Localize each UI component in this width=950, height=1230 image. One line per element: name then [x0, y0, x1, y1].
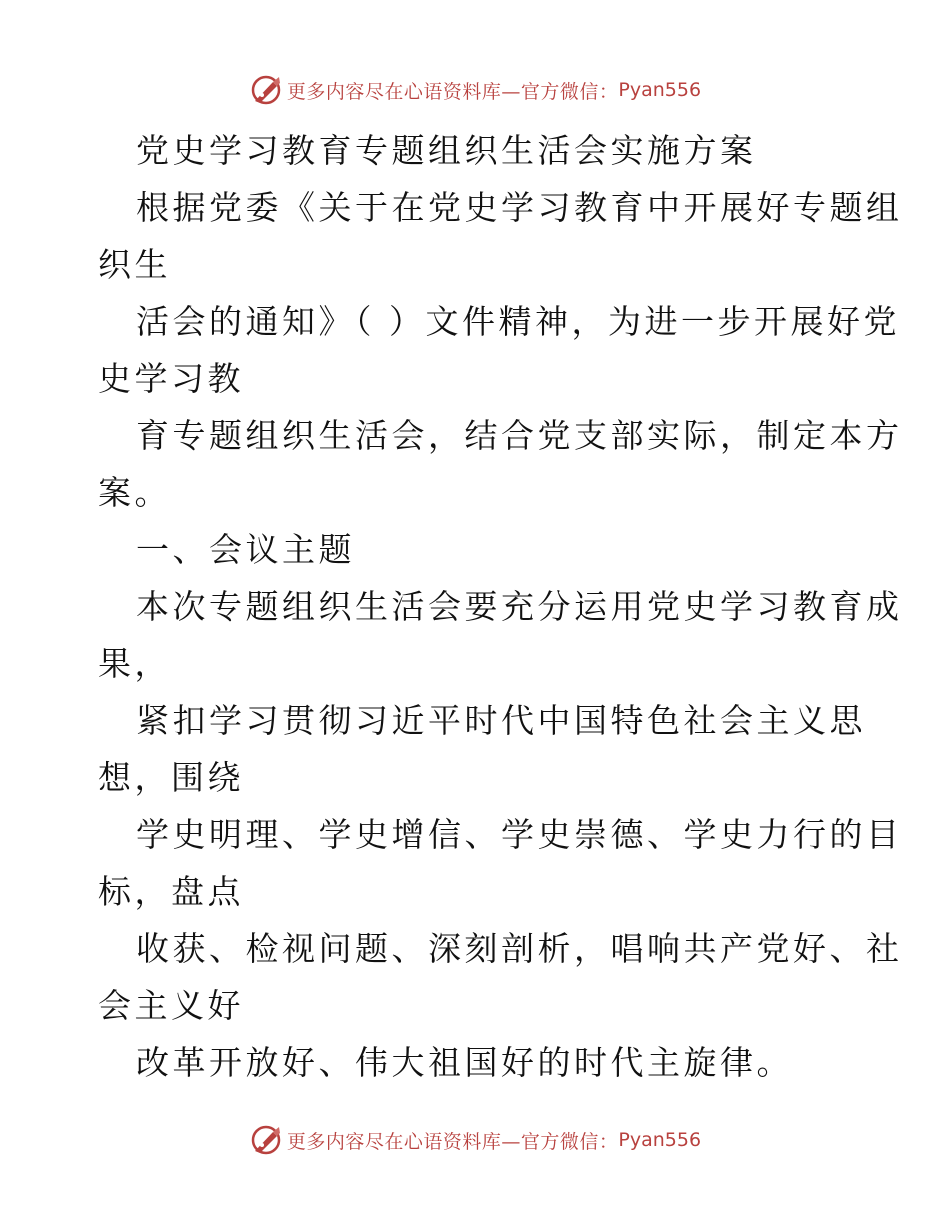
banner-wechat-id: Pyan556: [618, 79, 702, 101]
banner-text: 更多内容尽在心语资料库—官方微信：: [286, 80, 619, 103]
paragraph-line: 育专题组织生活会，结合党支部实际，制定本方: [136, 416, 903, 455]
paragraph-line: 学史明理、学史增信、学史崇德、学史力行的目: [136, 815, 903, 854]
banner-text: 更多内容尽在心语资料库—官方微信：: [286, 1130, 619, 1153]
banner-wechat-id: Pyan556: [618, 1129, 702, 1151]
paragraph-line: 会主义好: [98, 986, 244, 1025]
paragraph-line: 本次专题组织生活会要充分运用党史学习教育成: [136, 587, 903, 626]
paragraph-line: 改革开放好、伟大祖国好的时代主旋律。: [136, 1043, 793, 1082]
paragraph-line: 果，: [98, 644, 171, 683]
paragraph-line: 根据党委《关于在党史学习教育中开展好专题组: [136, 188, 903, 227]
paragraph-line: 史学习教: [98, 359, 244, 398]
paragraph-line: 织生: [98, 245, 171, 284]
paragraph-line: 案。: [98, 473, 171, 512]
paragraph-line: 收获、检视问题、深刻剖析，唱响共产党好、社: [136, 929, 903, 968]
quill-pen-logo-icon: [249, 73, 283, 107]
section-heading: 一、会议主题: [136, 530, 355, 569]
header-banner: [0, 70, 950, 110]
paragraph-line: 活会的通知》（ ）文件精神，为进一步开展好党: [136, 302, 900, 341]
quill-pen-logo-icon: [249, 1123, 283, 1157]
footer-banner: [0, 1120, 950, 1160]
document-body: [98, 122, 903, 1091]
document-title: 党史学习教育专题组织生活会实施方案: [136, 131, 757, 170]
paragraph-line: 紧扣学习贯彻习近平时代中国特色社会主义思: [136, 701, 866, 740]
paragraph-line: 标，盘点: [98, 872, 244, 911]
paragraph-line: 想，围绕: [98, 758, 244, 797]
